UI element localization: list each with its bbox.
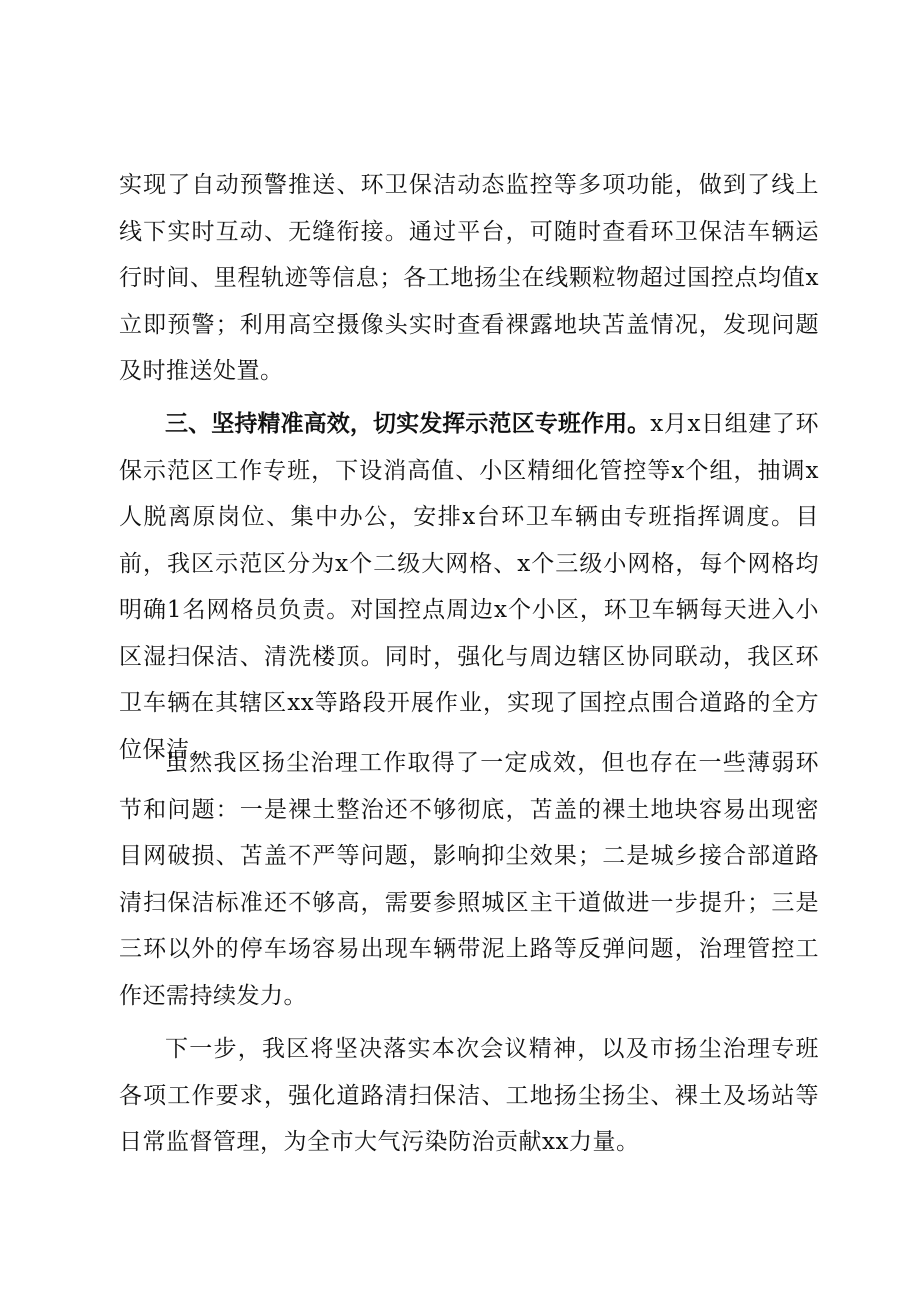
paragraph-1-text: 实现了自动预警推送、环卫保洁动态监控等多项功能，做到了线上线下实时互动、无缝衔接。通过平台，可随时查看环卫保洁车辆运行时间、里程轨迹等信息；各工地扬尘在线颗粒物超过国控点均值x立即预警；利用高空摄像头实时查看裸露地块苫盖情况，发现问题及时推送处置。 bbox=[119, 172, 819, 384]
paragraph-2 bbox=[119, 401, 819, 773]
paragraph-1 bbox=[119, 162, 819, 395]
paragraph-4-text: 下一步，我区将坚决落实本次会议精神，以及市扬尘治理专班各项工作要求，强化道路清扫保洁、工地扬尘扬尘、裸土及场站等日常监督管理，为全市大气污染防治贡献xx力量。 bbox=[119, 1036, 819, 1155]
paragraph-3-text: 虽然我区扬尘治理工作取得了一定成效，但也存在一些薄弱环节和问题：一是裸土整治还不够彻底，苫盖的裸土地块容易出现密目网破损、苫盖不严等问题，影响抑尘效果；二是城乡接合部道路清扫保洁标准还不够高，需要参照城区主干道做进一步提升；三是三环以外的停车场容易出现车辆带泥上路等反弹问题，治理管控工作还需持续发力。 bbox=[119, 750, 819, 1009]
paragraph-2-heading: 三、坚持精准高效，切实发挥示范区专班作用。 bbox=[165, 411, 651, 437]
paragraph-4 bbox=[119, 1026, 819, 1166]
paragraph-3 bbox=[119, 740, 819, 1019]
paragraph-2-text: x月x日组建了环保示范区工作专班，下设消高值、小区精细化管控等x个组，抽调x人脱离原岗位、集中办公，安排x台环卫车辆由专班指挥调度。目前，我区示范区分为x个二级大网格、x个三级小网格，每个网格均明确1名网格员负责。对国控点周边x个小区，环卫车辆每天进入小区湿扫保洁、清洗楼顶。同时，强化与周边辖区协同联动，我区环卫车辆在其辖区xx等路段开展作业，实现了国控点围合道路的全方位保洁。 bbox=[119, 411, 820, 763]
